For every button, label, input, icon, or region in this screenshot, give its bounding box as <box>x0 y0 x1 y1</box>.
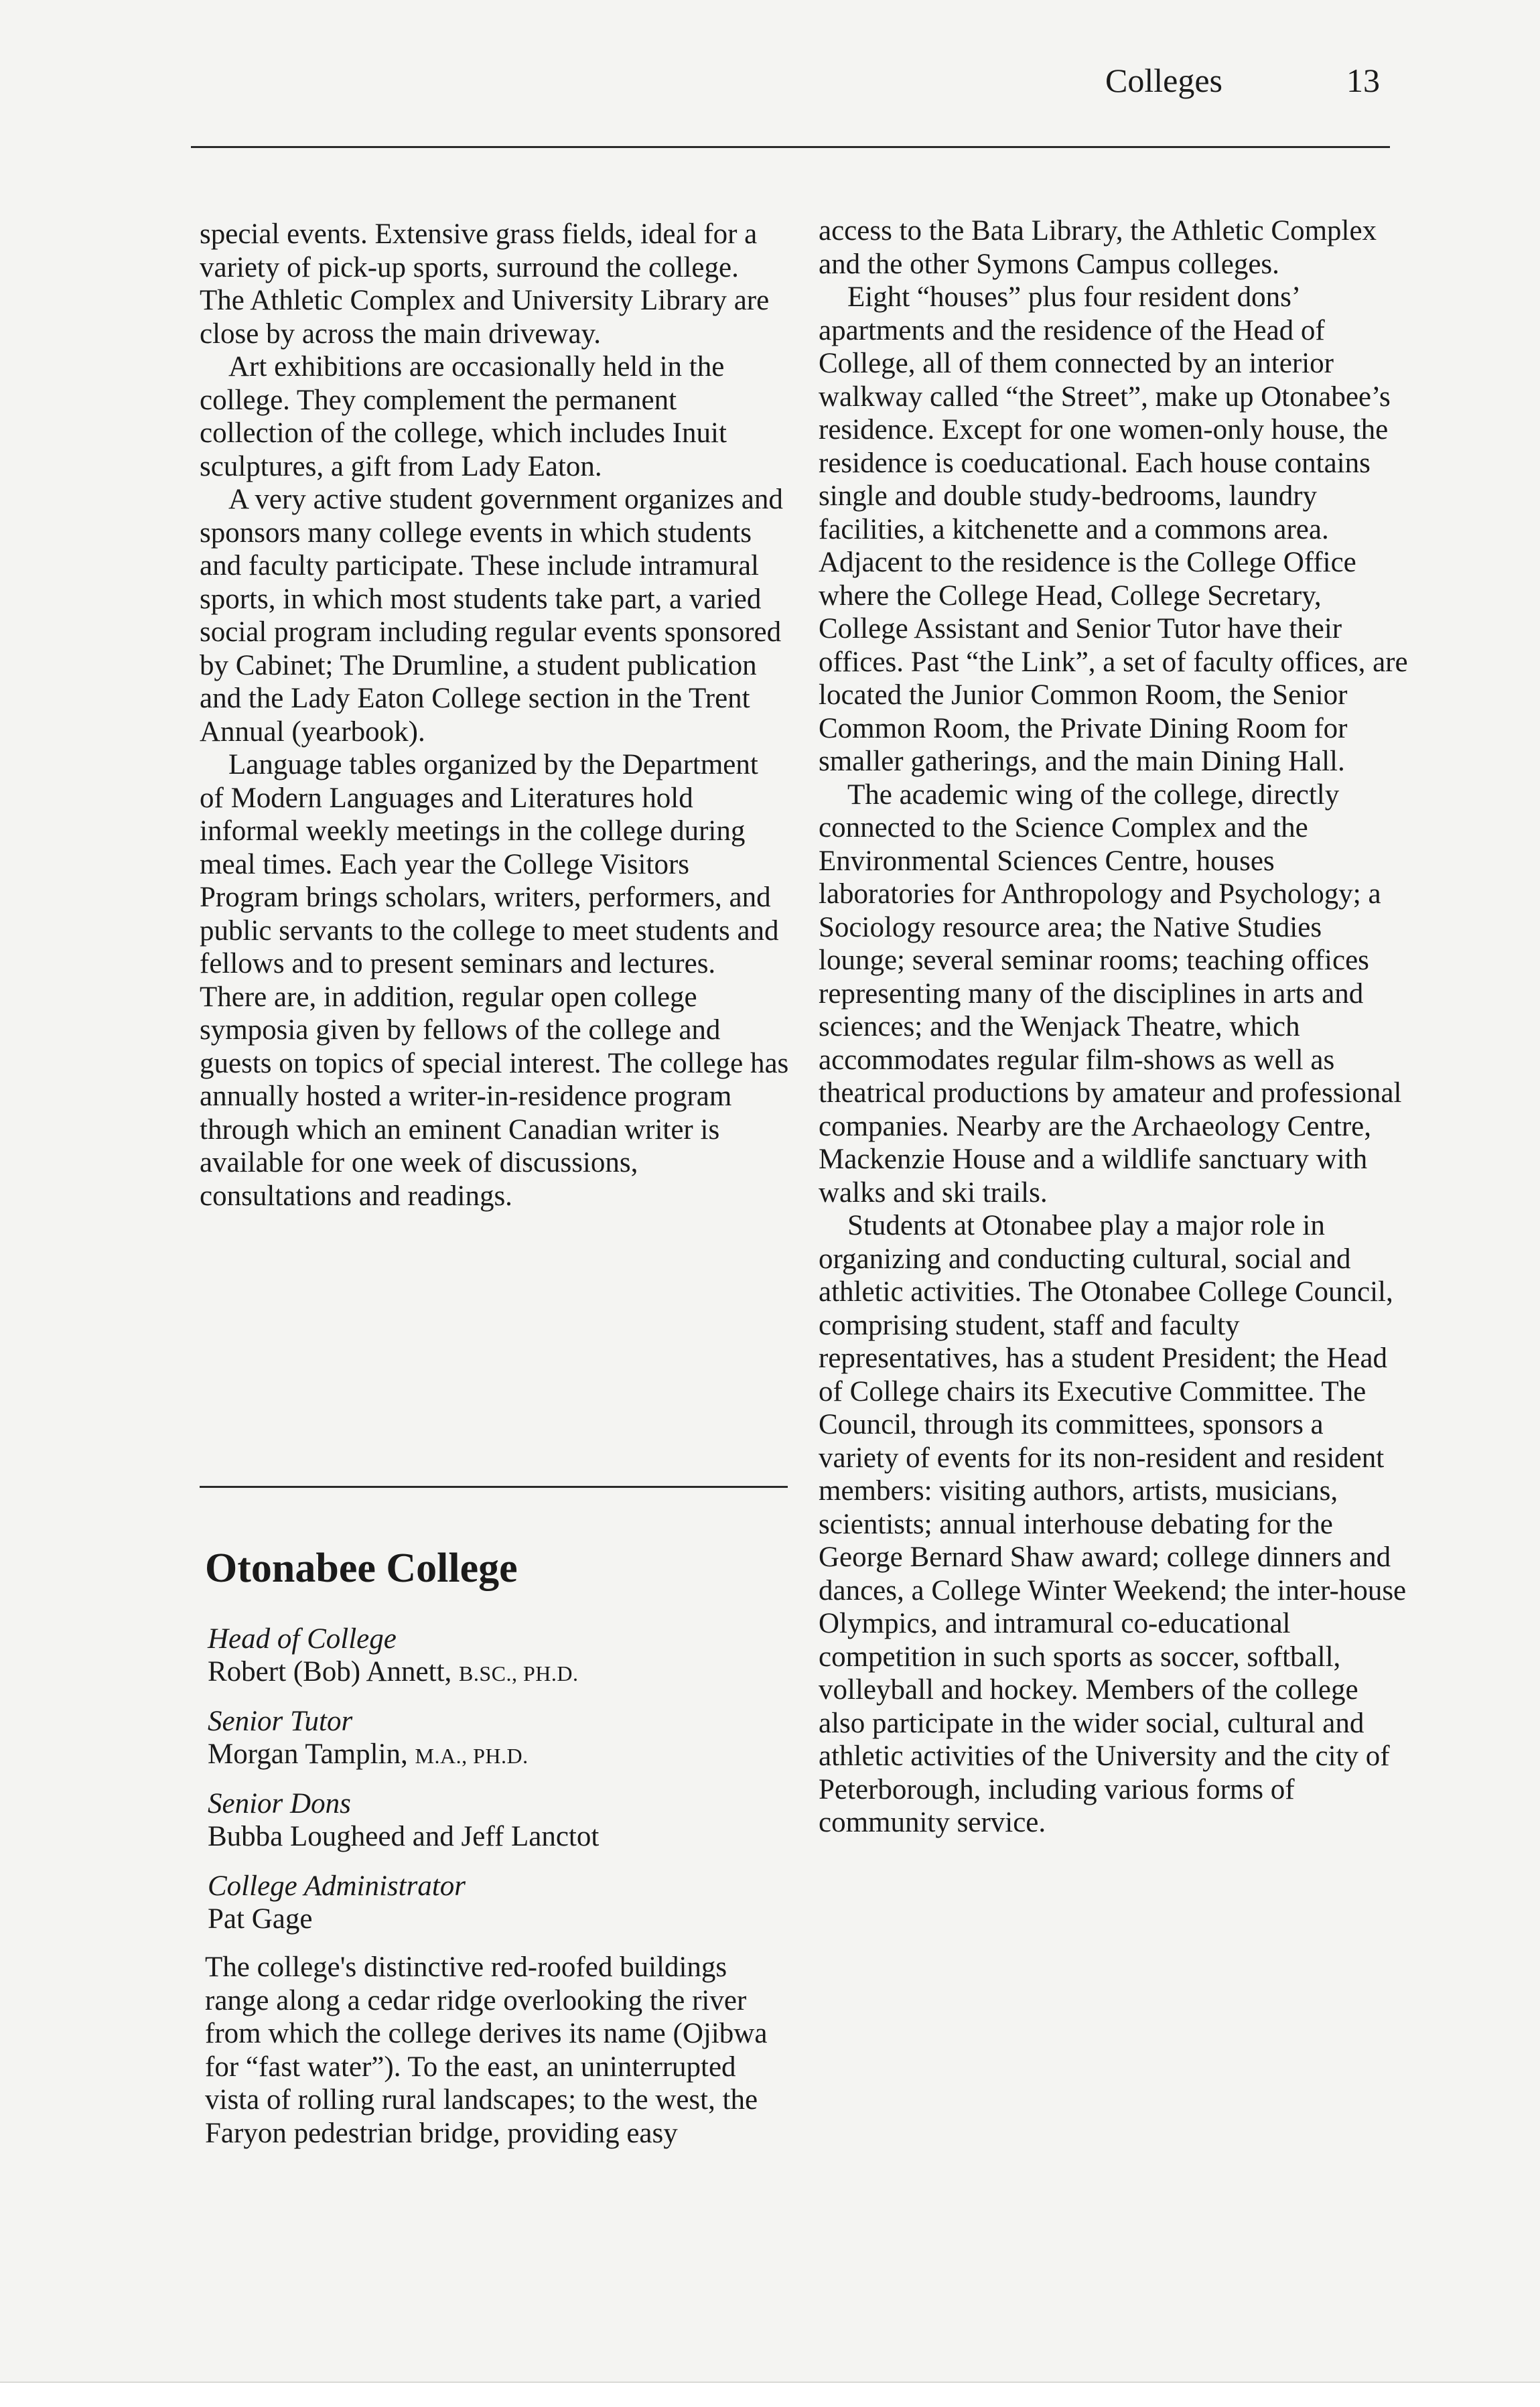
paragraph: A very active student government organizes and sponsors many college events in which students and faculty participate. These include intramural sports, in which most students take part, a varied social program including regular events sponsored by Cabinet; The Drumline, a student publication and the Lady Eaton College section in the Trent Annual (yearbook). <box>200 484 783 748</box>
running-header-section: Colleges <box>1105 62 1222 99</box>
staff-name-line <box>208 1738 790 1773</box>
page-number: 13 <box>1346 62 1380 99</box>
staff-role: Senior Tutor <box>208 1706 353 1737</box>
paragraph: access to the Bata Library, the Athletic Complex and the other Symons Campus colleges. <box>819 215 1377 280</box>
paragraph: The college's distinctive red-roofed buildings range along a cedar ridge overlooking the river from which the college derives its name (Ojibwa for “fast water”). To the east, an uninterrupted vista of rolling rural landscapes; to the west, the Faryon pedestrian bridge, providing easy <box>205 1951 768 2149</box>
staff-entry-tutor <box>208 1705 790 1773</box>
section-heading: Otonabee College <box>205 1545 518 1591</box>
scan-page-edge <box>0 2382 1540 2407</box>
staff-name-line <box>208 1655 790 1690</box>
staff-role: Head of College <box>208 1623 397 1655</box>
section-divider <box>200 1486 788 1488</box>
otonabee-intro-text <box>205 1951 794 2150</box>
paragraph: Eight “houses” plus four resident dons’ apartments and the residence of the Head of College, all of them connected by an interior walkway called “the Street”, make up Otonabee’s residence. Except for one women-only house, the residence is coeducational. Each house contains single and double study-bedrooms, laundry facilities, a kitchenette and a commons area. Adjacent to the residence is the College Office where the College Head, College Secretary, College Assistant and Senior Tutor have their offices. Past “the Link”, a set of faculty offices, are located the Junior Common Room, the Senior Common Room, the Private Dining Room for smaller gatherings, and the main Dining Hall. <box>819 281 1408 777</box>
staff-credentials: B.SC., PH.D. <box>459 1661 579 1686</box>
staff-name: Robert (Bob) Annett, <box>208 1656 460 1688</box>
header-rule <box>191 146 1390 148</box>
paragraph: Students at Otonabee play a major role in organizing and conducting cultural, social and athletic activities. The Otonabee College Council, comprising student, staff and faculty representatives, has a student President; the Head of College chairs its Executive Committee. The Council, through its committees, sponsors a variety of events for its non-resident and resident members: visiting authors, artists, musicians, scientists; annual interhouse debating for the George Bernard Shaw award; college dinners and dances, a College Winter Weekend; the inter-house Olympics, and intramural co-educational competition in such sports as soccer, softball, volleyball and hockey. Members of the college also participate in the wider social, cultural and athletic activities of the University and the city of Peterborough, including various forms of community service. <box>819 1210 1407 1838</box>
staff-entry-admin <box>208 1870 790 1935</box>
left-column-text <box>200 218 789 1213</box>
staff-name: Morgan Tamplin, <box>208 1738 415 1770</box>
staff-name: Pat Gage <box>208 1903 313 1935</box>
staff-role: College Administrator <box>208 1870 466 1902</box>
staff-role: Senior Dons <box>208 1788 351 1819</box>
paragraph: special events. Extensive grass fields, ideal for a variety of pick-up sports, surround the college. The Athletic Complex and University Library are close by across the main driveway. <box>200 218 770 350</box>
paragraph: Language tables organized by the Department of Modern Languages and Literatures hold informal weekly meetings in the college during meal times. Each year the College Visitors Program brings scholars, writers, performers, and public servants to the college to meet students and fellows and to present seminars and lectures. There are, in addition, regular open college symposia given by fellows of the college and guests on topics of special interest. The college has annually hosted a writer-in-residence program through which an eminent Canadian writer is available for one week of discussions, consultations and readings. <box>200 749 789 1212</box>
staff-entry-head <box>208 1623 790 1690</box>
paragraph: Art exhibitions are occasionally held in the college. They complement the permanent collection of the college, which includes Inuit sculptures, a gift from Lady Eaton. <box>200 351 727 482</box>
staff-credentials: M.A., PH.D. <box>415 1744 529 1768</box>
right-column-text <box>819 214 1408 1840</box>
staff-entry-dons <box>208 1787 790 1853</box>
staff-name: Bubba Lougheed and Jeff Lanctot <box>208 1821 600 1852</box>
paragraph: The academic wing of the college, directly connected to the Science Complex and the Environmental Sciences Centre, houses laboratories for Anthropology and Psychology; a Sociology resource area; the Native Studies lounge; several seminar rooms; teaching offices representing many of the disciplines in arts and sciences; and the Wenjack Theatre, which accommodates regular film-shows as well as theatrical productions by amateur and professional companies. Nearby are the Archaeology Centre, Mackenzie House and a wildlife sanctuary with walks and ski trails. <box>819 778 1402 1209</box>
